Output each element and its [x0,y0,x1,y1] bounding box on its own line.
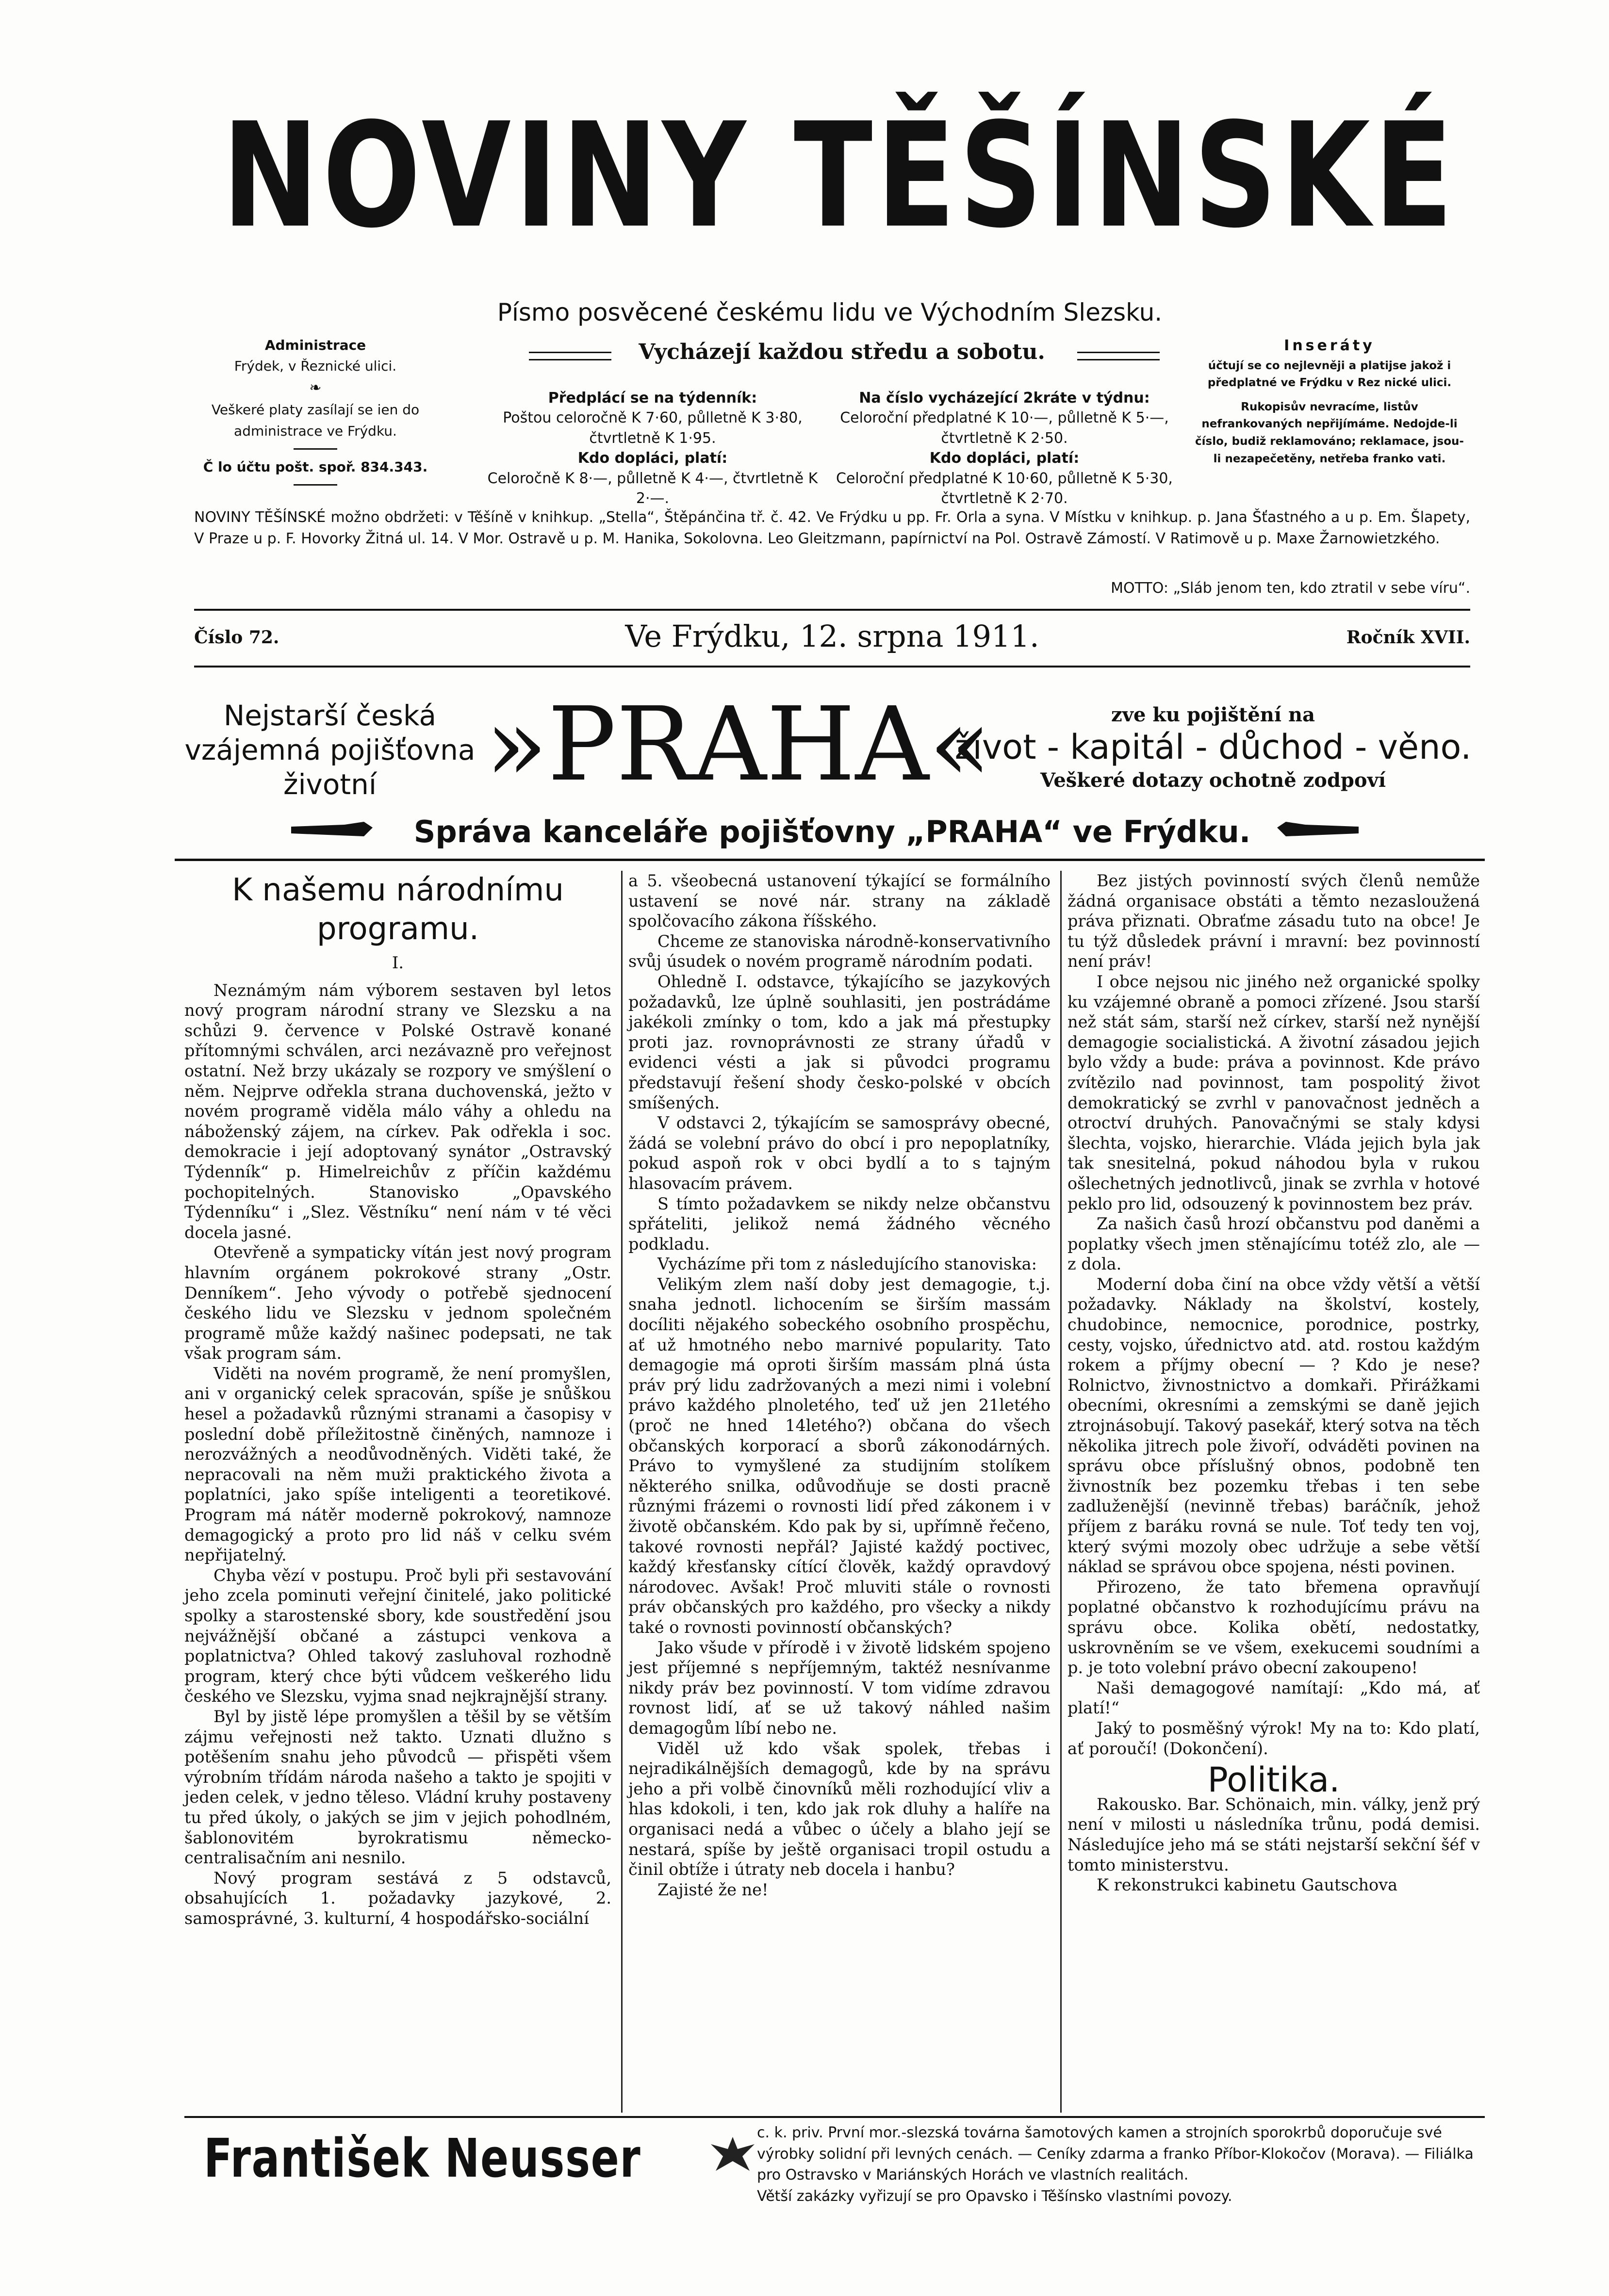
paragraph: Naši demagogové namítají: „Kdo má, ať platí!“ [1067,1678,1480,1718]
paragraph: V odstavci 2, týkajícím se samosprávy obecné, žádá se volební právo do obcí i pro nepoplatníky, pokud aspoň rok v obci bydlí a to s tajným hlasovacím právem. [628,1113,1051,1193]
administration-address: Frýdek, v Řeznické ulici. [234,358,397,375]
ad-rule-bottom [175,859,1485,861]
subtitle: Písmo posvěcené českému lidu ve Východním Slezsku. [497,298,1163,326]
paragraph: Viděl už kdo však spolek, třebas i nejradikálnějších demagogů, kde by na správu jeho a při volbě činovníků měli rozhodující vliv a hlas kdokoli, i ten, kdo jak rok dluhy a halíře na organisaci nedá a vůbec o účely a blaho její se nestará, spíše by ještě organisaci tropil ostudu a činil obtíže i útraty neb docela i hanbu? [628,1739,1051,1879]
praha-ad-products: život - kapitál - důchod - věno. [954,727,1472,767]
prices-biweekly-collect-heading: Kdo dopláci, platí: [929,450,1080,467]
paragraph: Viděti na novém programě, že není promyšlen, ani v organický celek spracován, spíše je snůškou hesel a požadavků různými stranami a časopisy v poslední době příležitostně činěných, namnoze i nerozvážných a neodůvodněných. Viděti také, že nepracovali na něm muži praktického života a poplatníci, jako spíše inteligenti a teoretikové. Program má nátěr moderně pokrokový, namnoze demagogický a proto pro lid náš v celku svém nepřijatelný. [184,1364,611,1565]
paragraph: a 5. všeobecná ustanovení týkající se formálního ustavení se nové nár. strany na základě spolčovacího zákona říšského. [628,871,1051,931]
paragraph: Moderní doba činí na obce vždy větší a větší požadavky. Náklady na školství, kostely, chudobince, nemocnice, porodnice, postrky, cesty, vojsko, úřednictvo atd. atd. rostou každým rokem a příjmy obecní — ? Kdo je nese? Rolnictvo, živnostnictvo a domkaři. Přirážkami obecními, okresními a zemskými se daně jejich ztrojnásobují. Takový pasekář, který sotva na těch několika jitrech pole živoří, odváděti povinen na správu obce příslušný obnos, podobně ten živnostník bez pozemku třebas i ten sebe zadluženější (nevinně třebas) baráčník, jehož příjem z baráku rovná se nule. Toť tedy ten voj, který svými mozoly obec udržuje a sebe větší náklad se správou obce spojena, nésti povinen. [1067,1274,1480,1577]
prices-biweekly-collect: Celoroční předplatné K 10·60, půlletně K 5·30, čtvrtletně K 2·70. [836,470,1173,507]
paragraph: Přirozeno, že tato břemena opravňují poplatné občanstvo k rozhodujícímu právu na správu obce. Kolika obětí, nedostatky, uskrovněním se ve všem, exekucemi soudními a p. je toto volební právo obecní zakoupeno! [1067,1577,1480,1677]
praha-ad-right [946,703,1480,792]
neusser-text-2: Větší zakázky vyřizují se pro Opavsko i Těšínsko vlastními povozy. [757,2187,1232,2205]
paragraph: Rakousko. Bar. Schönaich, min. války, jenž prý není v milosti u následníka trůnu, podá demisi. Následujíce jeho má se státi nejstarší sekční šéf v tomto ministerstvu. [1067,1794,1480,1874]
divider [294,448,337,450]
politika-heading: Politika. [1207,1760,1340,1800]
paragraph: Zajisté že ne! [657,1880,769,1899]
prices-weekly-collect: Celoročně K 8·—, půlletně K 4·—, čtvrtletně K 2·—. [487,470,818,507]
adverts-heading: Inseráty [1284,337,1375,354]
issue-number: Číslo 72. [194,627,279,648]
motto: MOTTO: „Sláb jenom ten, kdo ztratil v sebe víru“. [1111,580,1470,597]
paragraph: Neznámým nám výborem sestaven byl letos nový program národní strany ve Slezsku a na schůzi 9. července v Polské Ostravě konané přítomnými schválen, arci nezávazně pro veřejnost ostatní. Než brzy ukázaly se rozpory ve smýšlení o něm. Nejprve odřekla strana duchovenská, ježto v novém programě viděla málo váhy a ohledu na náboženský zájem, na církev. Pak odřekla i soc. demokracie i její adoptovaný synátor „Ostravský Týdenník“ p. Himelreichův z příčin každému pochopitelných. Stanovisko „Opavského Týdenníku“ i „Slez. Věstníku“ není nám v té věci docela jasné. [184,980,611,1242]
administration-payments: Veškeré platy zasílají se ien do administrace ve Frýdku. [211,402,420,439]
praha-ad-left: Nejstarší česká vzájemná pojišťovna životní [184,699,476,801]
paragraph: Otevřeně a sympaticky vítán jest nový program hlavním orgánem pokrokové strany „Ostr. Denníkem“. Jeho vývody o potřebě sjednocení českého lidu ve Slezsku v jednom společném programě může každý našinec podepsati, ne tak však program sám. [184,1243,611,1363]
dateline [194,619,1470,652]
eagle-emblem-icon [708,2132,757,2176]
prices-biweekly-heading: Na číslo vycházející 2kráte v týdnu: [859,390,1150,407]
prices-weekly-collect-heading: Kdo dopláci, platí: [577,450,728,467]
paragraph: Jako všude v přírodě i v životě lidském spojeno jest příjemné s nepříjemným, taktéž nesnívanme nikdy práv bez povinností. V tom vidíme zdravou rovnost lidí, ať se už takový náhled našim demagogům líbí nebo ne. [628,1638,1051,1738]
place-date: Ve Frýdku, 12. srpna 1911. [625,619,1039,654]
article-column-3 [1067,871,1480,1895]
issue-frequency: Vycházejí každou středu a sobotu. [639,340,1045,364]
volume-number: Ročník XVII. [1346,627,1470,648]
prices-weekly-post: Poštou celoročně K 7·60, půlletně K 3·80, čtvrtletně K 1·95. [503,409,803,447]
paragraph: Velikým zlem naší doby jest demagogie, t.j. snaha jednotl. lichocením se širším massám docíliti nějakého sobeckého osobního prospěchu, ať už hmotného nebo marnivé popularity. Tato demagogie má oproti širším massám plná ústa práv prý lidu zadržovaných a mezi nimi i volební právo každého plnoletého, teď už jen 21letého (proč ne hned 14letého?) občana do všech občanských korporací a sborů zákonodárných. Právo to vymyšlené za studijním stolíkem některého snilka, odůvodňuje se dosti pracně různými frázemi o rovnosti lidí před zákonem i v životě občanském. Kdo pak by si, upřímně řečeno, takové rovnosti nepřál? Jajisté každý poctivec, každý křesťansky cítící člověk, každý opravdový národovec. Avšak! Proč mluviti stále o rovnosti práv občanských pro každého, pro všecky a nikdy také o rovnosti povinností občanských? [628,1274,1051,1637]
ornament-icon: ❧ [309,379,322,396]
divider [294,484,337,486]
paragraph: S tímto požadavkem se nikdy nelze občanstvu spřáteliti, jelikož nemá žádného věcného podkladu. [628,1194,1051,1254]
dateline-rule-top [194,609,1470,611]
prices-biweekly [835,388,1174,508]
administration-account: Č lo účtu pošt. spoř. 834.343. [203,459,428,475]
article-part: I. [392,953,404,973]
paragraph: Za našich časů hrozí občanstvu pod daněmi a poplatky všech jmen stěnajícímu totéž zlo, ale — z dola. [1067,1214,1480,1274]
prices-biweekly-annual: Celoroční předplatné K 10·—, půlletně K 5·—, čtvrtletně K 2·50. [840,409,1169,447]
column-divider [621,871,623,2113]
paragraph: Chceme ze stanoviska národně-konservativního svůj úsudek o novém programě národním podati. [628,931,1051,971]
neusser-name: František Neusser [204,2127,641,2189]
neusser-ad [194,2122,1485,2210]
praha-ad-name: »PRAHA« [485,685,991,804]
article-column-2 [628,871,1051,1900]
paragraph: I obce nejsou nic jiného než organické spolky ku vzájemné obraně a pomoci zřízené. Jsou starší než stát sám, starší než církev, starší než nynější demagogie socialistická. A životní zásadou jejich bylo vždy a bude: práva a povinnost. Kde právo zvítězilo nad povinnost, tam pospolitý život demokratický se zvrhl v panovačnost jedněch a otroctví druhých. Panovačnými se staly kdysi šlechta, vojsko, hierarchie. Vláda jejich byla jak tak snesitelná, pokud náhodou byla v rukou ošlechetných jednotlivců, jinak se zvrhla v hotové peklo pro lid, odsouzený k povinnostem bez práv. [1067,972,1480,1213]
paragraph: Bez jistých povinností svých členů nemůže žádná organisace obstáti a těmto nezasloužená práva přiznati. Obraťme zásadu tuto na obce! Je tu týž důsledek právní i mravní: bez povinností není práv! [1067,871,1480,971]
column-divider [1060,871,1062,2113]
prices-weekly-heading: Předplácí se na týdenník: [548,390,757,407]
pointing-hand-icon [1276,820,1359,839]
paragraph: Chyba vězí v postupu. Proč byli při sestavování jeho zcela pominuti veřejní činitelé, jako politické spolky a starostenské sbory, kde soustředění jsou nejvážnější občané a zástupci venkova a poplatnictva? Ohled takový zasluhoval rozhodně program, který chce býti vůdcem veškerého lidu českého ve Slezsku, vyjma snad nejkrajnější strany. [184,1565,611,1706]
paragraph: Vycházíme při tom z následujícího stanoviska: [657,1254,1037,1274]
article-title: K našemu národnímu programu. [232,872,564,947]
sales-points: NOVINY TĚŠÍNSKÉ možno obdržeti: v Těšíně v knihkup. „Stella“, Štěpánčina tř. č. 42. Ve Frýdku u pp. Fr. Orla a syna. V Místku v knihkup. p. Jana Šťastného a u p. Em. Šlapety, V Praze u p. F. Hovorky Žitná ul. 14. V Mor. Ostravě u p. M. Hanika, Sokolovna. Leo Gleitzmann, papírnictví na Pol. Ostravě Zámostí. V Ratimově u p. Maxe Žarnowietzkého. [194,509,1470,547]
administration-box [175,335,456,492]
article-column-1 [184,871,611,1929]
paragraph: Ohledně I. odstavce, týkajícího se jazykových požadavků, lze úplně souhlasiti, jen postrádáme jakékoli zmínky o tom, kdo a jak má přestupky proti jaz. rovnoprávnosti ze strany úřadů v evidenci vésti a jak si původci programu představují řešení shody česko-polské v obcích smíšených. [628,972,1051,1112]
paragraph: Jaký to posměšný výrok! My na to: Kdo platí, ať poroučí! (Dokončení). [1067,1718,1480,1758]
administration-heading: Administrace [264,337,366,353]
paragraph: K rekonstrukci kabinetu Gautschova [1097,1875,1398,1895]
prices-weekly [485,388,820,508]
bottom-ad-rule [184,2116,1485,2118]
frequency-rule-right [1077,352,1160,360]
dateline-rule-bottom [194,666,1470,668]
praha-ad-office: Správa kanceláře pojišťovny „PRAHA“ ve Frýdku. [413,814,1251,849]
paragraph: Byl by jistě lépe promyšlen a těšil by se větším zájmu veřejnosti než takto. Uznati dlužno s potěšením snahu jeho původců — přispěti všem výrobním třídám národa našeho a takto je spojiti v jeden celek, v jedno těleso. Vládní kruhy postaveny tu před úkoly, o jakých se jim v jejich pohodlném, šablonovitém byrokratismu německo-centralisačním ani nesnilo. [184,1707,611,1868]
adverts-text-2: Rukopisův nevracíme, listův nefrankovaných nepřijímáme. Nedojde-li číslo, budiž reklamováno; reklamace, jsou-li nezapečetěny, netřeba franko vati. [1195,400,1464,465]
praha-ad-contact: Veškeré dotazy ochotně zodpoví [1040,768,1386,792]
praha-ad-invite: zve ku pojištění na [1111,703,1315,726]
adverts-box [1194,335,1465,468]
paragraph: Nový program sestává z 5 odstavců, obsahujících 1. požadavky jazykové, 2. samosprávné, 3. kulturní, 4 hospodářsko-sociální [184,1868,611,1928]
masthead-title: NOVINY TĚŠÍNSKÉ [222,92,1457,261]
adverts-text: účtují se co nejlevněji a platijse jakož i předplatné ve Frýdku v Rez nické ulici. [1207,359,1452,390]
neusser-text: c. k. priv. První mor.-slezská továrna šamotových kamen a strojních sporokrbů doporučuje své výrobky solidní při levných cenách. — Ceníky zdarma a franko Příbor-Klokočov (Morava). — Filiálka pro Ostravsko v Mariánských Horách ve vlastních realitách. [757,2124,1474,2183]
